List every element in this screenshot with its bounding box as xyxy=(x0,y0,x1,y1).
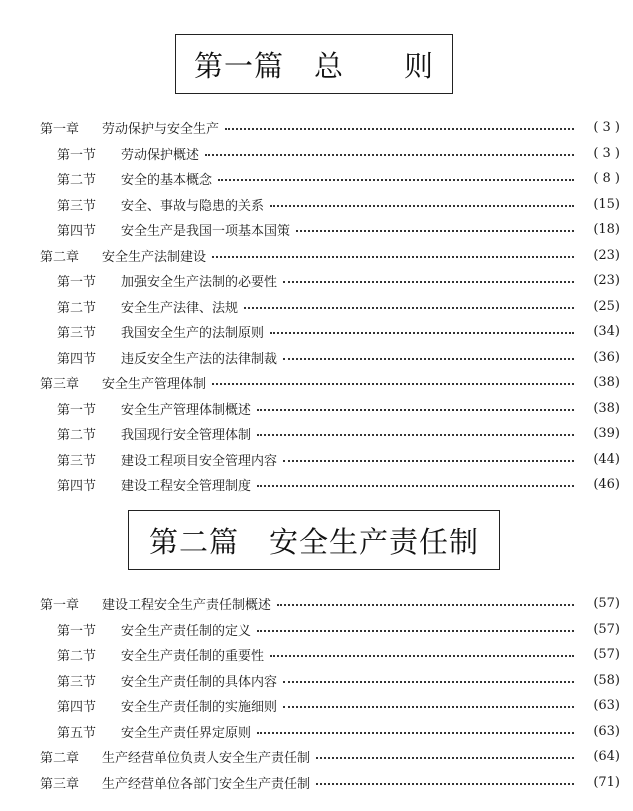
toc-section-entry[interactable] xyxy=(0,268,633,294)
chapter-title: 生产经营单位各部门安全生产责任制 xyxy=(102,776,311,792)
page-number: (58) xyxy=(593,672,620,688)
page-number: (44) xyxy=(593,451,620,467)
section-number: 第二节 xyxy=(57,649,97,665)
section-number: 第二节 xyxy=(57,173,97,189)
page-number: (39) xyxy=(593,426,620,442)
dot-leader xyxy=(316,757,574,759)
toc-section-entry[interactable] xyxy=(0,396,633,422)
chapter-number: 第二章 xyxy=(40,751,80,767)
section-number: 第四节 xyxy=(57,351,97,367)
toc-chapter-entry[interactable] xyxy=(0,370,633,396)
dot-leader xyxy=(257,434,574,436)
toc-section-entry[interactable] xyxy=(0,319,633,345)
part-heading: 第二篇 安全生产责任制 xyxy=(128,510,500,570)
toc-chapter-entry[interactable] xyxy=(0,770,633,796)
dot-leader xyxy=(205,154,574,156)
section-number: 第二节 xyxy=(57,428,97,444)
chapter-title: 建设工程安全生产责任制概述 xyxy=(102,598,272,614)
toc-section-entry[interactable] xyxy=(0,617,633,643)
section-title: 违反安全生产法的法律制裁 xyxy=(121,351,278,367)
toc-section-entry[interactable] xyxy=(0,668,633,694)
section-title: 安全生产责任制的重要性 xyxy=(121,649,265,665)
dot-leader xyxy=(283,460,574,462)
page-number: (57) xyxy=(593,596,620,612)
toc-chapter-entry[interactable] xyxy=(0,115,633,141)
page-number: (15) xyxy=(593,196,620,212)
page-number: (34) xyxy=(593,324,620,340)
dot-leader xyxy=(270,655,574,657)
dot-leader xyxy=(257,732,574,734)
toc-chapter-entry[interactable] xyxy=(0,591,633,617)
page-number: ( 8 ) xyxy=(593,171,620,187)
toc-chapter-entry[interactable] xyxy=(0,744,633,770)
chapter-title: 生产经营单位负责人安全生产责任制 xyxy=(102,751,311,767)
page-number: (36) xyxy=(593,349,620,365)
page-number: (57) xyxy=(593,647,620,663)
dot-leader xyxy=(257,630,574,632)
toc-list xyxy=(0,115,633,498)
dot-leader xyxy=(270,332,574,334)
section-number: 第一节 xyxy=(57,275,97,291)
dot-leader xyxy=(270,205,574,207)
page-number: (25) xyxy=(593,298,620,314)
page-number: (64) xyxy=(593,749,620,765)
chapter-number: 第二章 xyxy=(40,249,80,265)
page-number: (63) xyxy=(593,723,620,739)
dot-leader xyxy=(225,128,574,130)
chapter-title: 安全生产法制建设 xyxy=(102,249,207,265)
page-number: ( 3 ) xyxy=(593,145,620,161)
page-number: (38) xyxy=(593,400,620,416)
dot-leader xyxy=(296,230,574,232)
section-title: 安全生产责任制的实施细则 xyxy=(121,700,278,716)
toc-list xyxy=(0,591,633,795)
section-title: 劳动保护概述 xyxy=(121,147,200,163)
toc-section-entry[interactable] xyxy=(0,693,633,719)
toc-section-entry[interactable] xyxy=(0,719,633,745)
page-number: (23) xyxy=(593,273,620,289)
section-title: 安全生产责任制的定义 xyxy=(121,623,252,639)
page-number: (46) xyxy=(593,477,620,493)
toc-chapter-entry[interactable] xyxy=(0,243,633,269)
chapter-number: 第三章 xyxy=(40,377,80,393)
dot-leader xyxy=(283,706,574,708)
section-title: 安全生产管理体制概述 xyxy=(121,402,252,418)
section-title: 加强安全生产法制的必要性 xyxy=(121,275,278,291)
section-number: 第一节 xyxy=(57,623,97,639)
dot-leader xyxy=(283,281,574,283)
chapter-number: 第一章 xyxy=(40,122,80,138)
toc-section-entry[interactable] xyxy=(0,217,633,243)
chapter-number: 第一章 xyxy=(40,598,80,614)
section-number: 第二节 xyxy=(57,300,97,316)
dot-leader xyxy=(257,409,574,411)
section-title: 安全生产责任界定原则 xyxy=(121,725,252,741)
dot-leader xyxy=(212,383,574,385)
toc-section-entry[interactable] xyxy=(0,192,633,218)
section-number: 第五节 xyxy=(57,725,97,741)
toc-section-entry[interactable] xyxy=(0,166,633,192)
section-title: 建设工程项目安全管理内容 xyxy=(121,453,278,469)
section-title: 安全生产法律、法规 xyxy=(121,300,239,316)
section-title: 安全的基本概念 xyxy=(121,173,213,189)
dot-leader xyxy=(257,485,574,487)
section-number: 第一节 xyxy=(57,402,97,418)
page-number: (38) xyxy=(593,375,620,391)
dot-leader xyxy=(244,307,574,309)
section-number: 第三节 xyxy=(57,674,97,690)
dot-leader xyxy=(212,256,574,258)
toc-section-entry[interactable] xyxy=(0,294,633,320)
chapter-number: 第三章 xyxy=(40,776,80,792)
page-number: (23) xyxy=(593,247,620,263)
dot-leader xyxy=(277,604,574,606)
section-number: 第三节 xyxy=(57,453,97,469)
toc-section-entry[interactable] xyxy=(0,472,633,498)
toc-section-entry[interactable] xyxy=(0,447,633,473)
page-number: (71) xyxy=(593,774,620,790)
dot-leader xyxy=(283,358,574,360)
section-title: 安全生产责任制的具体内容 xyxy=(121,674,278,690)
chapter-title: 劳动保护与安全生产 xyxy=(102,122,220,138)
page-number: (57) xyxy=(593,621,620,637)
page-number: (63) xyxy=(593,698,620,714)
section-number: 第一节 xyxy=(57,147,97,163)
section-number: 第四节 xyxy=(57,700,97,716)
section-title: 我国现行安全管理体制 xyxy=(121,428,252,444)
section-number: 第三节 xyxy=(57,198,97,214)
dot-leader xyxy=(316,783,574,785)
toc-section-entry[interactable] xyxy=(0,345,633,371)
page-number: ( 3 ) xyxy=(593,120,620,136)
section-title: 安全生产是我国一项基本国策 xyxy=(121,224,291,240)
toc-section-entry[interactable] xyxy=(0,642,633,668)
part-heading: 第一篇 总 则 xyxy=(175,34,453,94)
page-number: (18) xyxy=(593,222,620,238)
section-title: 安全、事故与隐患的关系 xyxy=(121,198,265,214)
dot-leader xyxy=(218,179,574,181)
section-number: 第三节 xyxy=(57,326,97,342)
section-title: 建设工程安全管理制度 xyxy=(121,479,252,495)
toc-section-entry[interactable] xyxy=(0,141,633,167)
section-number: 第四节 xyxy=(57,224,97,240)
dot-leader xyxy=(283,681,574,683)
chapter-title: 安全生产管理体制 xyxy=(102,377,207,393)
toc-section-entry[interactable] xyxy=(0,421,633,447)
section-number: 第四节 xyxy=(57,479,97,495)
section-title: 我国安全生产的法制原则 xyxy=(121,326,265,342)
